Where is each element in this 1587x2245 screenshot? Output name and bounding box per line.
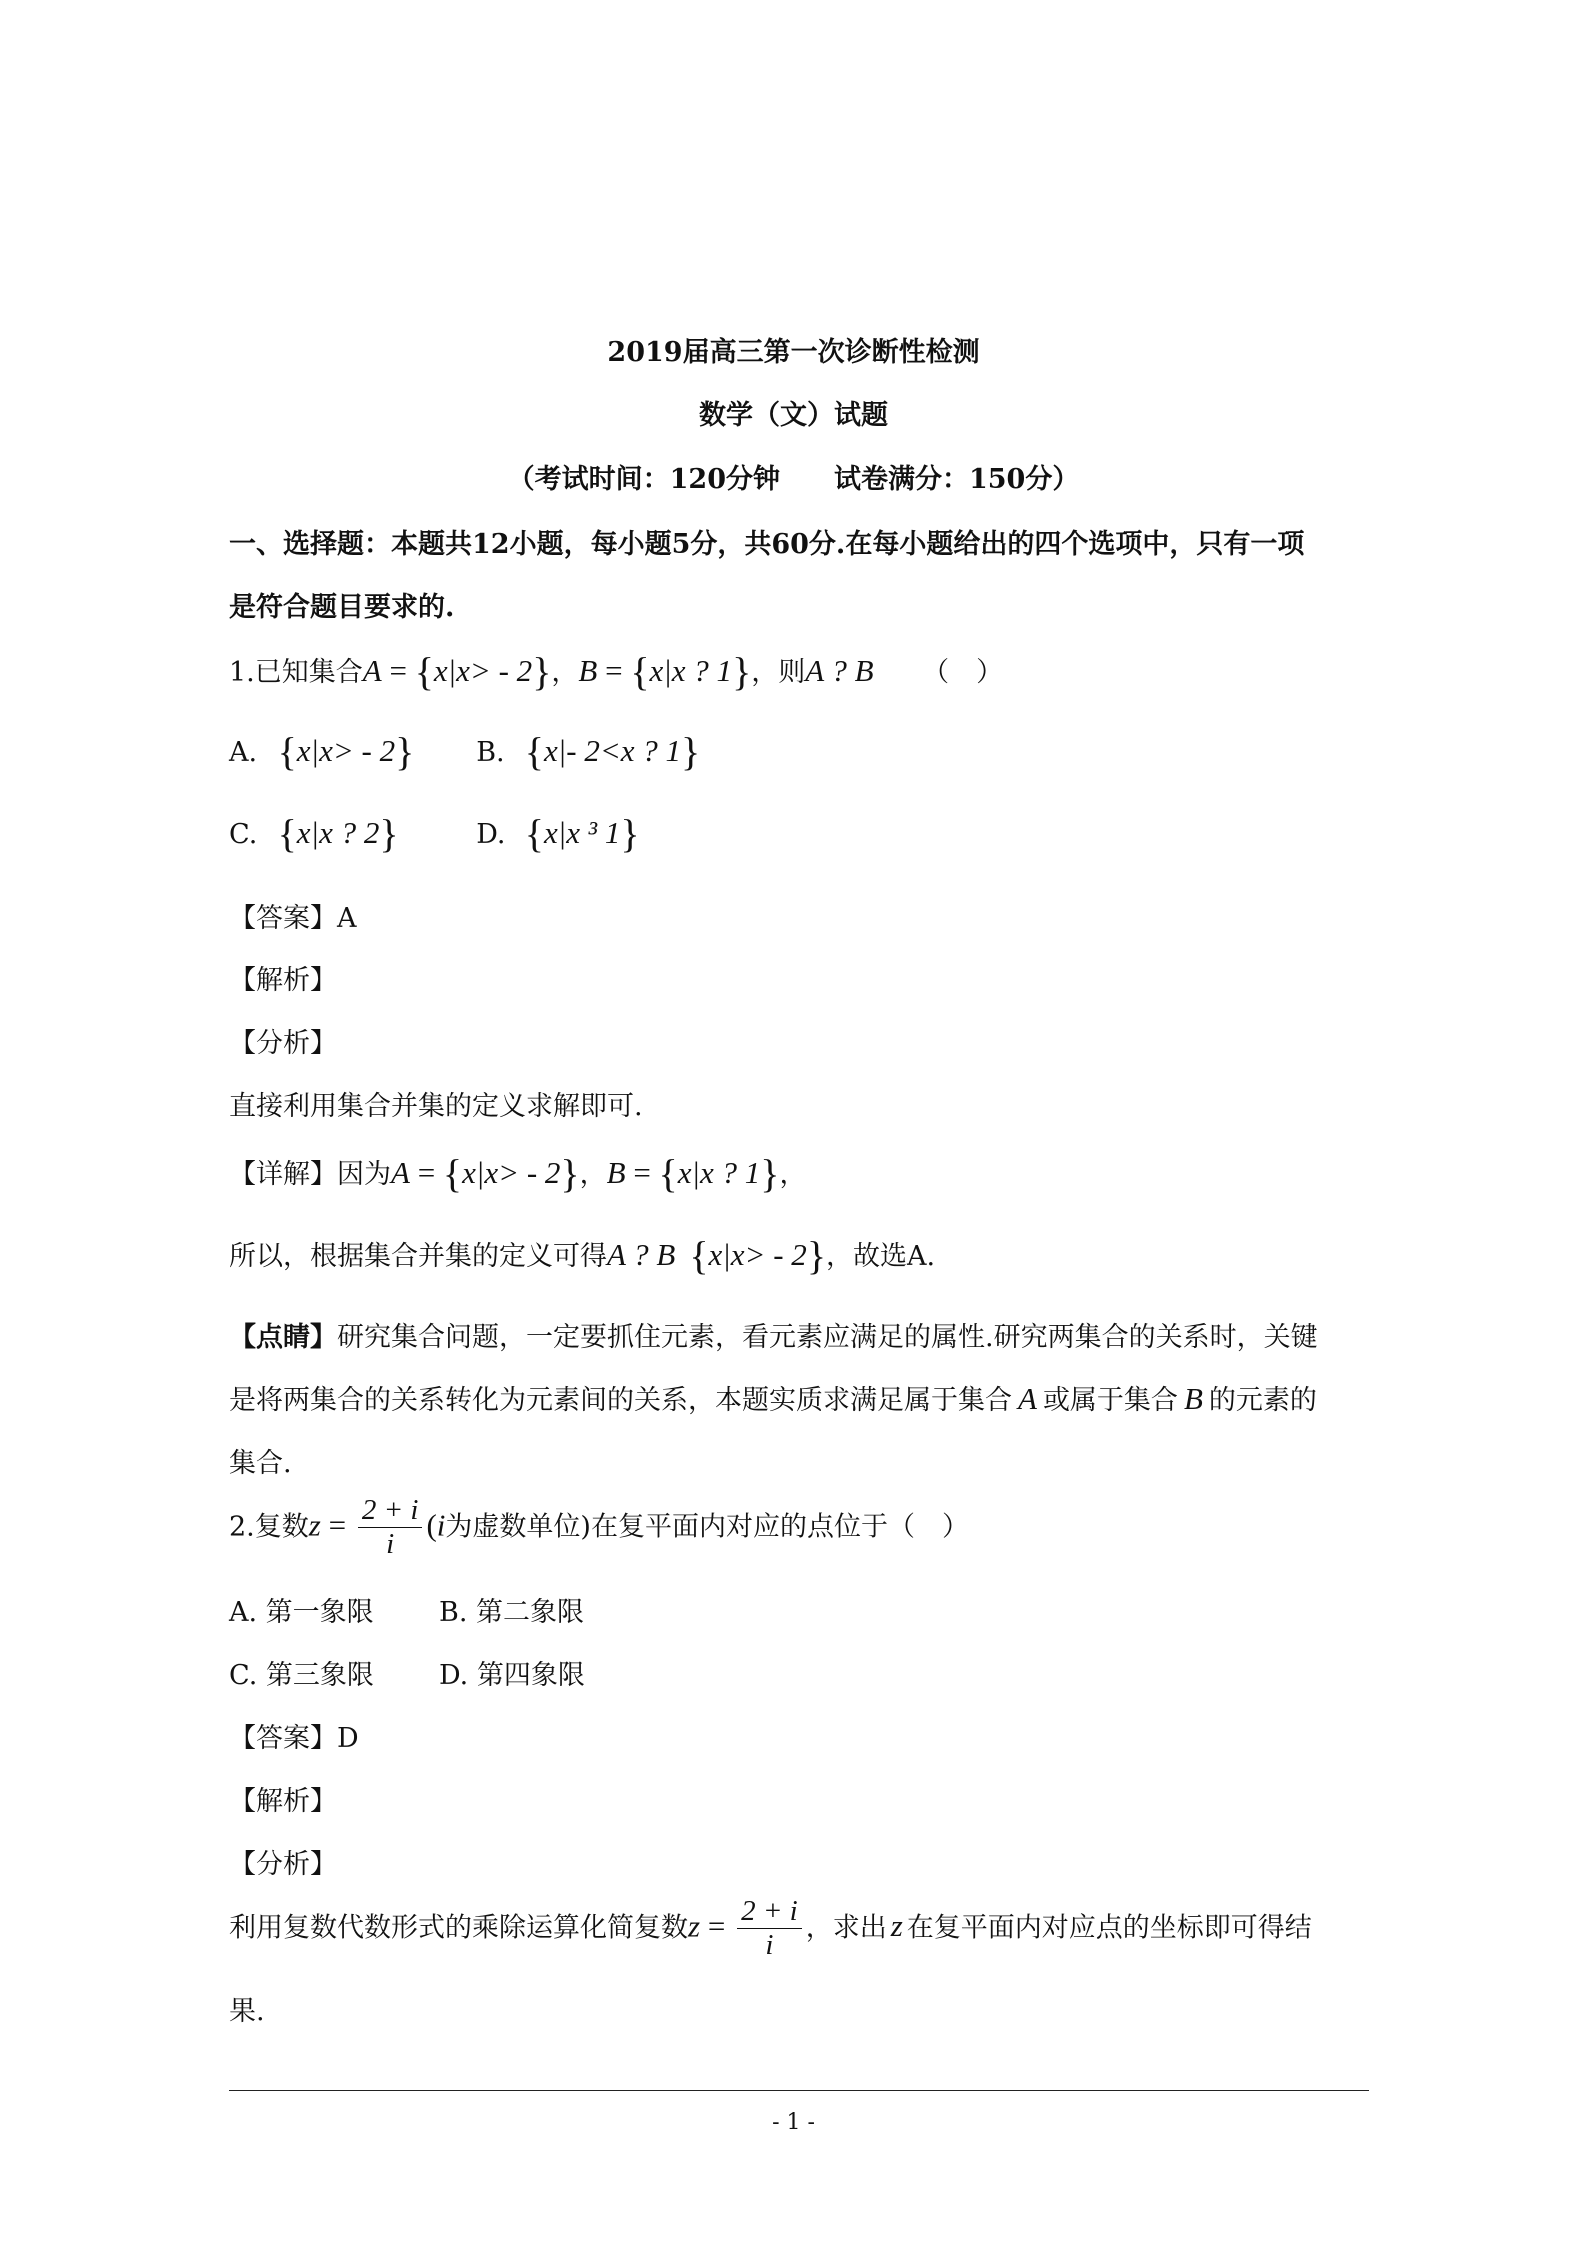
q2-prefix: 2.复数	[229, 1511, 309, 1543]
q1-option-c-body: x|x ? 2	[296, 815, 380, 850]
q1-dianjing-text2c: 的元素的	[1208, 1385, 1317, 1416]
q1-option-b-body: x|- 2<x ? 1	[543, 733, 682, 768]
q1-answer-blank: （ ）	[922, 657, 1004, 688]
q1-option-c-label: C.	[229, 819, 258, 850]
q1-dianjing-a: A	[1018, 1381, 1037, 1416]
q2-analysis-z: z	[688, 1908, 701, 1944]
q1-conclusion: 所以，根据集合并集的定义可得A ? B {x|x> - 2}，故选A.	[229, 1233, 936, 1278]
section-heading-line1: 一、选择题：本题共12小题，每小题5分，共60分.在每小题给出的四个选项中，只有一项	[229, 529, 1305, 560]
q2-denominator: i	[386, 1528, 395, 1561]
q1-conclusion-set: x|x> - 2	[708, 1237, 807, 1272]
q1-analysis: 直接利用集合并集的定义求解即可.	[229, 1091, 643, 1122]
q1-dianjing-b: B	[1183, 1381, 1203, 1416]
q2-analysis-line2: 果.	[229, 1996, 265, 2027]
q2-option-d: D. 第四象限	[439, 1660, 585, 1691]
q1-fenxi: 【分析】	[229, 1028, 337, 1059]
q2-i: i	[436, 1507, 446, 1543]
q1-detail-eq: =	[409, 1155, 443, 1190]
section-heading-line2: 是符合题目要求的.	[229, 592, 455, 623]
q1-expr: A ? B	[805, 653, 874, 688]
question-2-stem	[229, 1494, 969, 1562]
question-1-stem: 1.已知集合A = {x|x> - 2}，B = {x|x ? 1}，则A ? B （ ）	[229, 649, 1004, 694]
q1-options-row2: C. {x|x ? 2} D. {x|x ³ 1}	[229, 811, 640, 856]
q2-paren: (	[426, 1507, 437, 1543]
q2-fraction	[358, 1494, 423, 1562]
q2-options-row2	[229, 1653, 585, 1692]
q1-options-row1: A. {x|x> - 2} B. {x|- 2<x ? 1}	[229, 729, 701, 774]
q1-conclusion-prefix: 所以，根据集合并集的定义可得	[229, 1241, 607, 1272]
q2-option-c: C. 第三象限	[229, 1660, 374, 1691]
q2-eq: =	[320, 1507, 354, 1543]
q2-note: 为虚数单位)在复平面内对应的点位于（ ）	[445, 1511, 969, 1543]
q2-fenxi: 【分析】	[229, 1849, 337, 1880]
q1-set-a-body: x|x> - 2	[433, 653, 533, 688]
q2-option-b: B. 第二象限	[439, 1597, 585, 1628]
page-number: - 1 -	[772, 2110, 815, 2135]
q1-set-a-name: A	[362, 653, 382, 688]
q1-set-b-name: B	[578, 653, 598, 688]
q1-answer	[229, 896, 357, 935]
footer-rule	[229, 2090, 1369, 2091]
q1-comma: ，	[551, 657, 579, 688]
q1-detail-eq2: =	[625, 1155, 659, 1190]
q2-answer-label: 【答案】	[229, 1723, 337, 1754]
q2-analysis-denominator: i	[765, 1929, 774, 1962]
q1-eq: =	[381, 653, 415, 688]
q1-detail-b: B	[606, 1155, 626, 1190]
q1-eq2: =	[597, 653, 631, 688]
q1-conclusion-end: ，故选A.	[826, 1241, 936, 1272]
q1-dianjing-line1	[229, 1315, 1318, 1354]
q2-analysis-z2: z	[890, 1908, 903, 1944]
q2-options-row1	[229, 1590, 584, 1629]
q1-option-b-label: B.	[476, 737, 505, 768]
q2-answer	[229, 1716, 359, 1755]
q1-dianjing-label: 【点睛】	[229, 1322, 337, 1353]
q1-prefix: 1.已知集合	[229, 657, 363, 688]
q2-answer-value: D	[337, 1723, 359, 1754]
q1-detail-end: ，	[779, 1159, 807, 1190]
q1-dianjing-line3: 集合.	[229, 1448, 292, 1479]
q1-answer-label: 【答案】	[229, 903, 337, 934]
q1-option-a-body: x|x> - 2	[296, 733, 396, 768]
q1-option-a-label: A.	[229, 737, 258, 768]
exam-title: 2019届高三第一次诊断性检测	[607, 337, 980, 368]
exam-subtitle: 数学（文）试题	[699, 400, 888, 431]
q1-option-d-label: D.	[476, 819, 506, 850]
q2-jiexi: 【解析】	[229, 1786, 337, 1817]
q1-then: ，则	[751, 657, 806, 688]
q1-jiexi: 【解析】	[229, 965, 337, 996]
q1-detail: 【详解】因为A = {x|x> - 2}，B = {x|x ? 1}，	[229, 1151, 807, 1196]
q1-detail-a-body: x|x> - 2	[462, 1155, 561, 1190]
q1-dianjing-line2	[229, 1378, 1317, 1417]
q2-option-a: A. 第一象限	[229, 1597, 374, 1628]
q2-numerator: 2 + i	[358, 1494, 423, 1528]
q1-dianjing-text2b: 或属于集合	[1042, 1385, 1178, 1416]
exam-info: （考试时间：120分钟 试卷满分：150分）	[507, 464, 1080, 495]
q1-set-b-body: x|x ? 1	[649, 653, 733, 688]
q1-detail-comma: ，	[579, 1159, 607, 1190]
q2-z: z	[308, 1507, 321, 1543]
q2-analysis-numerator: 2 + i	[737, 1895, 802, 1929]
q2-analysis-text-a: 利用复数代数形式的乘除运算化简复数	[229, 1912, 688, 1944]
q2-analysis-line1	[229, 1895, 1312, 1963]
q1-dianjing-text2a: 是将两集合的关系转化为元素间的关系，本题实质求满足属于集合	[229, 1385, 1012, 1416]
q1-option-d-body: x|x ³ 1	[543, 815, 621, 850]
q1-detail-label: 【详解】	[229, 1159, 337, 1190]
q2-analysis-text-c: 在复平面内对应点的坐标即可得结	[906, 1912, 1312, 1944]
q2-analysis-text-b: ，求出	[805, 1912, 887, 1944]
q1-conclusion-expr: A ? B	[607, 1237, 676, 1272]
q1-detail-b-body: x|x ? 1	[677, 1155, 761, 1190]
q1-detail-text: 因为	[337, 1159, 391, 1190]
q2-analysis-eq: =	[700, 1908, 734, 1944]
q2-analysis-fraction	[737, 1895, 802, 1963]
q1-detail-a: A	[391, 1155, 410, 1190]
q1-dianjing-text1: 研究集合问题，一定要抓住元素，看元素应满足的属性.研究两集合的关系时，关键	[337, 1322, 1318, 1353]
q1-answer-value: A	[337, 903, 357, 934]
